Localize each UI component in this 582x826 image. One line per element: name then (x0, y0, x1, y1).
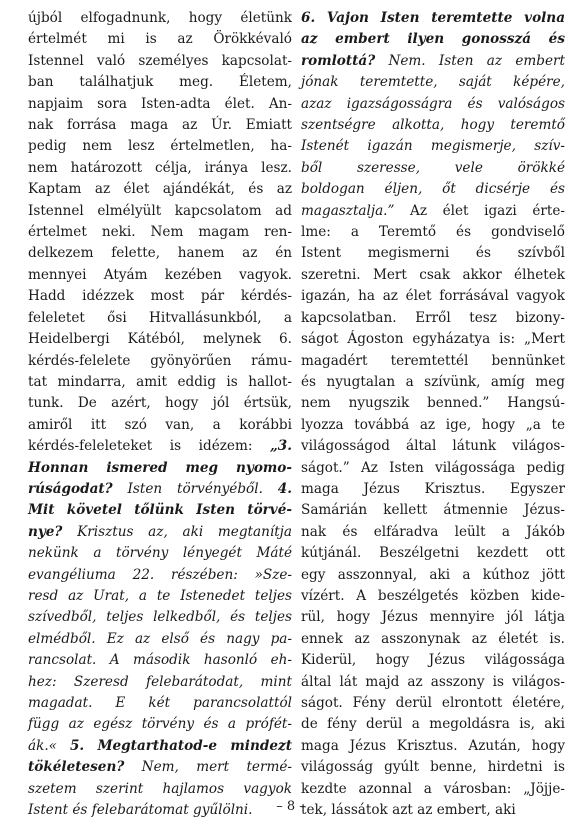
text-run: Istent és felebarátomat gyűlölni. (28, 802, 253, 819)
text-run: mennyei Atyám kezében vagyok. (28, 266, 292, 283)
text-run: igazán, ha az élet forrásával vagyok (301, 288, 565, 305)
text-run: kapcsolatban. Erről tesz bizony- (301, 309, 565, 326)
text-line (28, 607, 292, 628)
text-line (28, 714, 292, 735)
text-run: Istenét igazán megismerje, szív- (301, 138, 565, 155)
text-line (301, 543, 565, 564)
text-line (301, 51, 565, 72)
text-line (301, 115, 565, 136)
text-run: nye? (28, 523, 63, 540)
text-run: magasztalja.” (301, 202, 395, 219)
text-run: tat mindarra, amit eddig is hallot- (28, 373, 292, 390)
text-line (28, 136, 292, 157)
text-run: értelmét mi is az Örökkévaló (28, 31, 292, 48)
text-line (301, 136, 565, 157)
text-run: Heidelbergi Kátéból, melynek 6. (28, 331, 292, 348)
text-run: világosság gyúlt benne, hirdetni is (301, 759, 565, 776)
text-line (28, 51, 292, 72)
text-line (28, 222, 292, 243)
text-line (28, 8, 292, 29)
text-run: boldogan éljen, őt dicsérje és (301, 181, 565, 198)
text-run: 6. Vajon Isten teremtette volna (301, 10, 565, 26)
text-line (28, 158, 292, 179)
text-line (301, 565, 565, 586)
text-line (28, 650, 292, 671)
text-line (28, 94, 292, 115)
text-run: Istent megismerni és szívből (301, 245, 565, 262)
text-run: szívedből, teljes lelkedből, és teljes (28, 609, 292, 626)
text-run: Isten törvényéből. (112, 480, 278, 497)
text-line (28, 693, 292, 714)
text-run: delkezem felette, hanem az én (28, 245, 292, 262)
text-run: azaz igazságosságra és valóságos (301, 95, 565, 112)
text-run: Az élet igazi érte- (394, 202, 565, 219)
text-run: szetem szerint hajlamos vagyok (28, 780, 292, 797)
text-run: maga Jézus Krisztus. Egyszer (301, 480, 565, 497)
text-line (28, 201, 292, 222)
text-run: romlottá? (301, 52, 376, 69)
text-run: lme: a Teremtő és gondviselő (301, 224, 565, 241)
text-line (301, 629, 565, 650)
text-run: amiről itt szó van, a korábbi (28, 416, 292, 433)
text-run: ennek az asszonynak az életét is. (301, 630, 565, 647)
text-run: tunk. De azért, hogy jól értsük, (28, 395, 292, 412)
text-run: Honnan ismered meg nyomo- (28, 459, 292, 476)
text-run: resd az Urat, a te Istenedet teljes (28, 587, 292, 604)
text-line (28, 779, 292, 800)
text-run: Mit követel tőlünk Isten törvé- (28, 502, 292, 519)
text-run: ban találhatjuk meg. Életem, (28, 74, 292, 91)
text-line (28, 372, 292, 393)
text-line (301, 8, 565, 29)
text-run: Krisztus az, aki megtanítja (62, 523, 292, 540)
text-run: „3. (269, 438, 292, 455)
text-run: Nem. Isten az embert (375, 52, 565, 69)
text-run: szeretni. Mert csak akkor élhetek (301, 266, 565, 283)
text-line (28, 265, 292, 286)
text-line (28, 458, 292, 479)
text-line (301, 94, 565, 115)
text-run: napjaim sora Isten-adta élet. An- (28, 95, 292, 112)
text-run: ságot Ágoston egyházatya is: „Mert (301, 331, 565, 348)
text-run: függ az egész törvény és a prófét- (28, 716, 292, 733)
text-run: kérdés-felelete gyönyörűen rámu- (28, 352, 292, 369)
text-run: Istennel való személyes kapcsolat- (28, 52, 292, 69)
text-line (28, 308, 292, 329)
text-run: és nyugtalan a szívünk, amíg meg (301, 373, 565, 390)
text-run: Istennel elmélyült kapcsolatom ad (28, 202, 292, 219)
text-line (28, 243, 292, 264)
text-line (28, 500, 292, 521)
text-line (301, 522, 565, 543)
page-number: – 8 – (276, 799, 306, 814)
text-run: nak és elfáradva leült a Jákób (301, 523, 565, 540)
text-line (28, 29, 292, 50)
text-line (28, 736, 292, 757)
text-line (301, 351, 565, 372)
text-line (301, 286, 565, 307)
text-run: hez: Szeresd felebarátodat, mint (28, 673, 292, 690)
text-line (28, 72, 292, 93)
text-run: ságot.” Az Isten világossága pedig (301, 459, 565, 476)
text-line (28, 565, 292, 586)
text-line (301, 479, 565, 500)
text-run: Nem, mert termé- (124, 759, 292, 776)
text-run: Kiderül, hogy Jézus világossága (301, 652, 565, 669)
text-run: tökéletesen? (28, 759, 125, 776)
text-run: 5. Megtarthatod-e mindezt (69, 737, 292, 754)
text-run: értelmet neki. Nem magam ren- (28, 224, 292, 241)
text-line (301, 372, 565, 393)
text-run: ák.« (28, 737, 70, 754)
text-line (28, 479, 292, 500)
text-line (301, 693, 565, 714)
text-run: világosságod által látunk világos- (301, 438, 565, 455)
text-line (301, 308, 565, 329)
text-run: evangéliuma 22. részében: »Sze- (28, 566, 292, 583)
text-line (301, 158, 565, 179)
text-run: az embert ilyen gonosszá és (301, 31, 565, 48)
text-run: nem nyugszik benned.” Hangsú- (301, 395, 565, 412)
text-line (301, 714, 565, 735)
text-line (28, 757, 292, 778)
text-run: lyozza továbbá az ige, hogy „a te (301, 416, 565, 433)
text-run: tek, lássátok azt az embert, aki (301, 802, 516, 819)
text-run: egy asszonnyal, aki a kúthoz jött (301, 566, 565, 583)
text-line (301, 72, 565, 93)
text-line (301, 757, 565, 778)
text-line (301, 265, 565, 286)
text-line (28, 672, 292, 693)
text-line (301, 393, 565, 414)
text-line (28, 586, 292, 607)
text-run: Kaptam az élet ajándékát, és az (28, 181, 292, 198)
text-run: újból elfogadnunk, hogy életünk (28, 10, 292, 26)
text-line (28, 115, 292, 136)
text-line (301, 415, 565, 436)
text-run: magadért teremtettél bennünket (301, 352, 565, 369)
text-line (28, 179, 292, 200)
text-run: kérdés-feleleteket is idézem: (28, 438, 270, 455)
text-run: de fény derül a megoldásra is, aki (301, 716, 565, 733)
text-line (301, 672, 565, 693)
text-run: ságot. Fény derül elrontott életére, (301, 695, 565, 711)
text-run: rül, hogy Jézus mennyire jól látja (301, 609, 565, 626)
text-line (28, 543, 292, 564)
text-run: ből szeresse, vele örökké (301, 159, 565, 176)
text-run: 4. (277, 480, 292, 497)
text-line (28, 329, 292, 350)
text-run: vízért. A beszélgetés közben kide- (301, 587, 565, 604)
text-run: nem határozott célja, iránya lesz. (28, 159, 292, 176)
text-run: kútjánál. Beszélgetni kezdett ott (301, 545, 565, 562)
text-line (301, 779, 565, 800)
text-line (301, 736, 565, 757)
text-run: rancsolat. A második hasonló eh- (28, 652, 292, 669)
text-line (301, 650, 565, 671)
text-line (301, 500, 565, 521)
text-line (301, 586, 565, 607)
text-line (28, 415, 292, 436)
text-line (301, 607, 565, 628)
text-run: feleletet ősi Hitvallásunkból, a (28, 309, 292, 326)
text-run: pedig nem lesz értelmetlen, ha- (28, 138, 292, 155)
text-line (301, 222, 565, 243)
text-line (301, 243, 565, 264)
text-line (28, 436, 292, 457)
text-line (28, 393, 292, 414)
text-run: Samárián kellett átmennie Jézus- (301, 502, 565, 519)
text-line (301, 179, 565, 200)
text-line (28, 629, 292, 650)
text-run: nekünk a törvény lényegét Máté (28, 545, 292, 562)
text-column-left (28, 8, 292, 821)
text-run: maga Jézus Krisztus. Azután, hogy (301, 737, 565, 754)
text-run: Hadd idézzek most pár kérdés- (28, 288, 292, 305)
text-run: magadat. E két parancsolattól (28, 695, 292, 711)
text-line (301, 29, 565, 50)
text-line (28, 351, 292, 372)
text-line (301, 436, 565, 457)
text-line (28, 286, 292, 307)
text-line (301, 458, 565, 479)
text-run: kezdte azonnal a városban: „Jöjje- (301, 780, 565, 797)
text-run: által lát majd az asszony is világos- (301, 673, 565, 690)
text-run: jónak teremtette, saját képére, (301, 74, 565, 91)
text-run: elmédből. Ez az első és nagy pa- (28, 630, 292, 647)
text-run: nak forrása maga az Úr. Emiatt (28, 117, 292, 134)
text-column-right (301, 8, 565, 821)
text-run: rúságodat? (28, 480, 113, 497)
text-line (301, 329, 565, 350)
text-line (301, 201, 565, 222)
text-run: szentségre alkotta, hogy teremtő (301, 117, 565, 134)
text-line (28, 522, 292, 543)
